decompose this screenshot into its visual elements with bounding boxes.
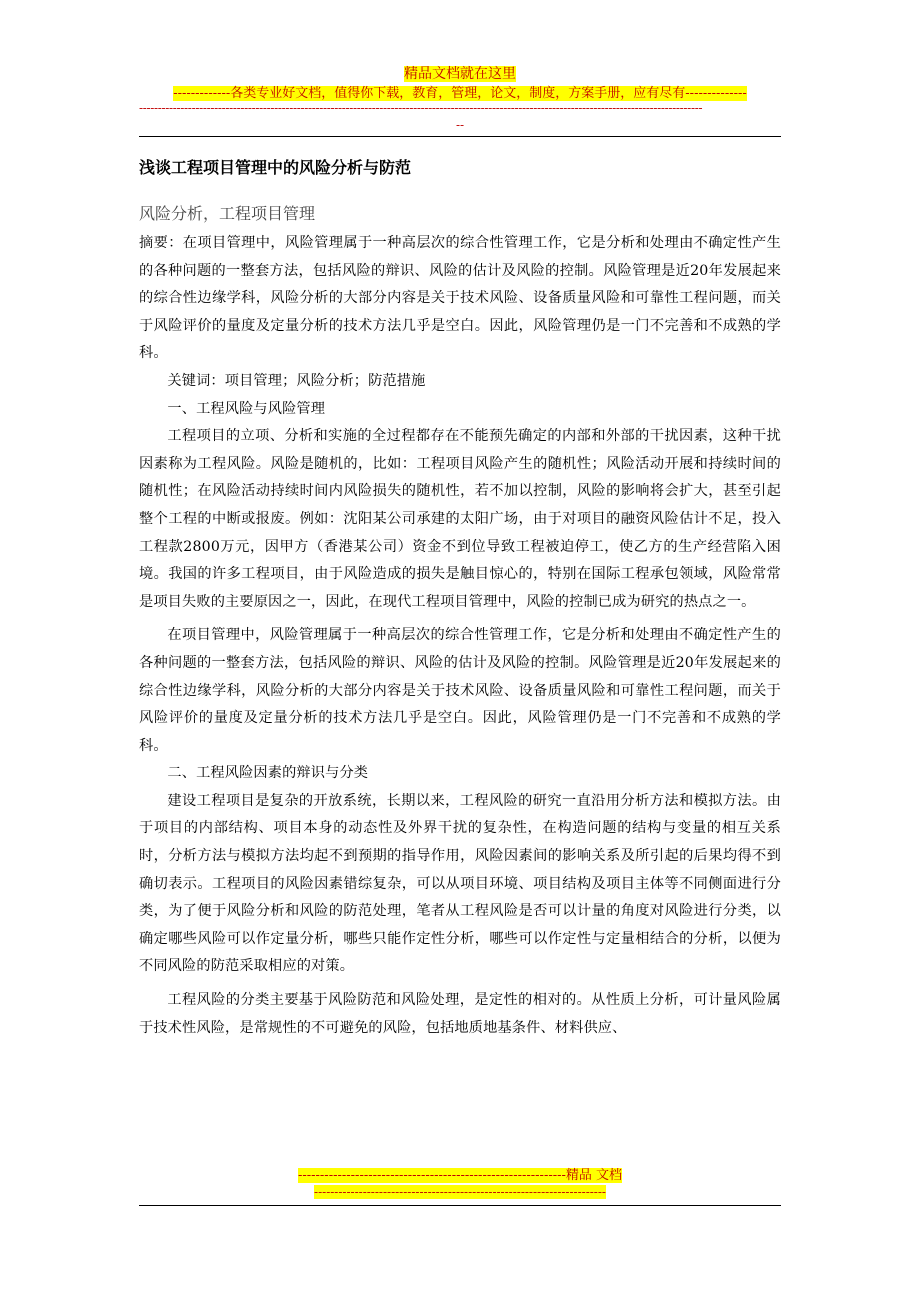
header-dash-line: ------------------------------------------------------------------------------------------------------------------------------------------------------ bbox=[139, 101, 703, 115]
footer-line-2 bbox=[0, 1184, 920, 1200]
footer-rule bbox=[139, 1205, 781, 1206]
body-paragraph: 建设工程项目是复杂的开放系统，长期以来，工程风险的研究一直沿用分析方法和模拟方法。由于项目的内部结构、项目本身的动态性及外界干扰的复杂性，在构造问题的结构与变量的相互关系时，分析方法与模拟方法均起不到预期的指导作用，风险因素间的影响关系及所引起的后果均得不到确切表示。工程项目的风险因素错综复杂，可以从项目环境、项目结构及项目主体等不同侧面进行分类，为了便于风险分析和风险的防范处理，笔者从工程风险是否可以计量的角度对风险进行分类，以确定哪些风险可以作定量分析，哪些只能作定性分析，哪些可以作定性与定量相结合的分析，以便为不同风险的防范采取相应的对策。 bbox=[139, 792, 781, 975]
section-heading-2: 二、工程风险因素的辩识与分类 bbox=[167, 765, 369, 782]
footer-line-1 bbox=[0, 1168, 920, 1184]
header-banner bbox=[0, 66, 920, 83]
header-tagline bbox=[0, 85, 920, 102]
body-paragraph: 工程风险的分类主要基于风险防范和风险处理，是定性的相对的。从性质上分析，可计量风险属于技术性风险，是常规性的不可避免的风险，包括地质地基条件、材料供应、 bbox=[139, 992, 781, 1036]
footer-line-1-text: -------------------------------------------------------------精品 文档 bbox=[297, 1168, 623, 1183]
header-dash-tail: -- bbox=[455, 118, 465, 132]
body-paragraph: 在项目管理中，风险管理属于一种高层次的综合性管理工作，它是分析和处理由不确定性产生的各种问题的一整套方法，包括风险的辩识、风险的估计及风险的控制。风险管理是近20年发展起来的综合性边缘学科，风险分析的大部分内容是关于技术风险、设备质量风险和可靠性工程问题，而关于风险评价的量度及定量分析的技术方法几乎是空白。因此，风险管理仍是一门不完善和不成熟的学科。 bbox=[139, 627, 781, 754]
document-body bbox=[139, 230, 781, 1042]
abstract-paragraph: 摘要：在项目管理中，风险管理属于一种高层次的综合性管理工作，它是分析和处理由不确定性产生的各种问题的一整套方法，包括风险的辩识、风险的估计及风险的控制。风险管理是近20年发展起来的综合性边缘学科，风险分析的大部分内容是关于技术风险、设备质量风险和可靠性工程问题，而关于风险评价的量度及定量分析的技术方法几乎是空白。因此，风险管理仍是一门不完善和不成熟的学科。 bbox=[139, 235, 781, 362]
document-title: 浅谈工程项目管理中的风险分析与防范 bbox=[139, 158, 412, 177]
header-tagline-text: -------------各类专业好文档，值得你下载，教育，管理，论文，制度，方案手册，应有尽有-------------- bbox=[173, 86, 747, 101]
header-rule bbox=[139, 136, 781, 137]
document-keywords: 风险分析，工程项目管理 bbox=[139, 204, 316, 223]
footer bbox=[0, 1168, 920, 1200]
keywords-line: 关键词：项目管理；风险分析；防范措施 bbox=[167, 372, 426, 389]
header-banner-text: 精品文档就在这里 bbox=[404, 66, 516, 82]
footer-line-2-text: ------------------------------------------------------------------------ bbox=[314, 1185, 606, 1199]
section-heading-1: 一、工程风险与风险管理 bbox=[167, 400, 326, 417]
body-paragraph: 工程项目的立项、分析和实施的全过程都存在不能预先确定的内部和外部的干扰因素，这种干扰因素称为工程风险。风险是随机的，比如：工程项目风险产生的随机性；风险活动开展和持续时间的随机性；在风险活动持续时间内风险损失的随机性，若不加以控制，风险的影响将会扩大，甚至引起整个工程的中断或报废。例如：沈阳某公司承建的太阳广场，由于对项目的融资风险估计不足，投入工程款2800万元，因甲方（香港某公司）资金不到位导致工程被迫停工，使乙方的生产经营陷入困境。我国的许多工程项目，由于风险造成的损失是触目惊心的，特别在国际工程承包领域，风险常常是项目失败的主要原因之一，因此，在现代工程项目管理中，风险的控制已成为研究的热点之一。 bbox=[139, 428, 781, 610]
